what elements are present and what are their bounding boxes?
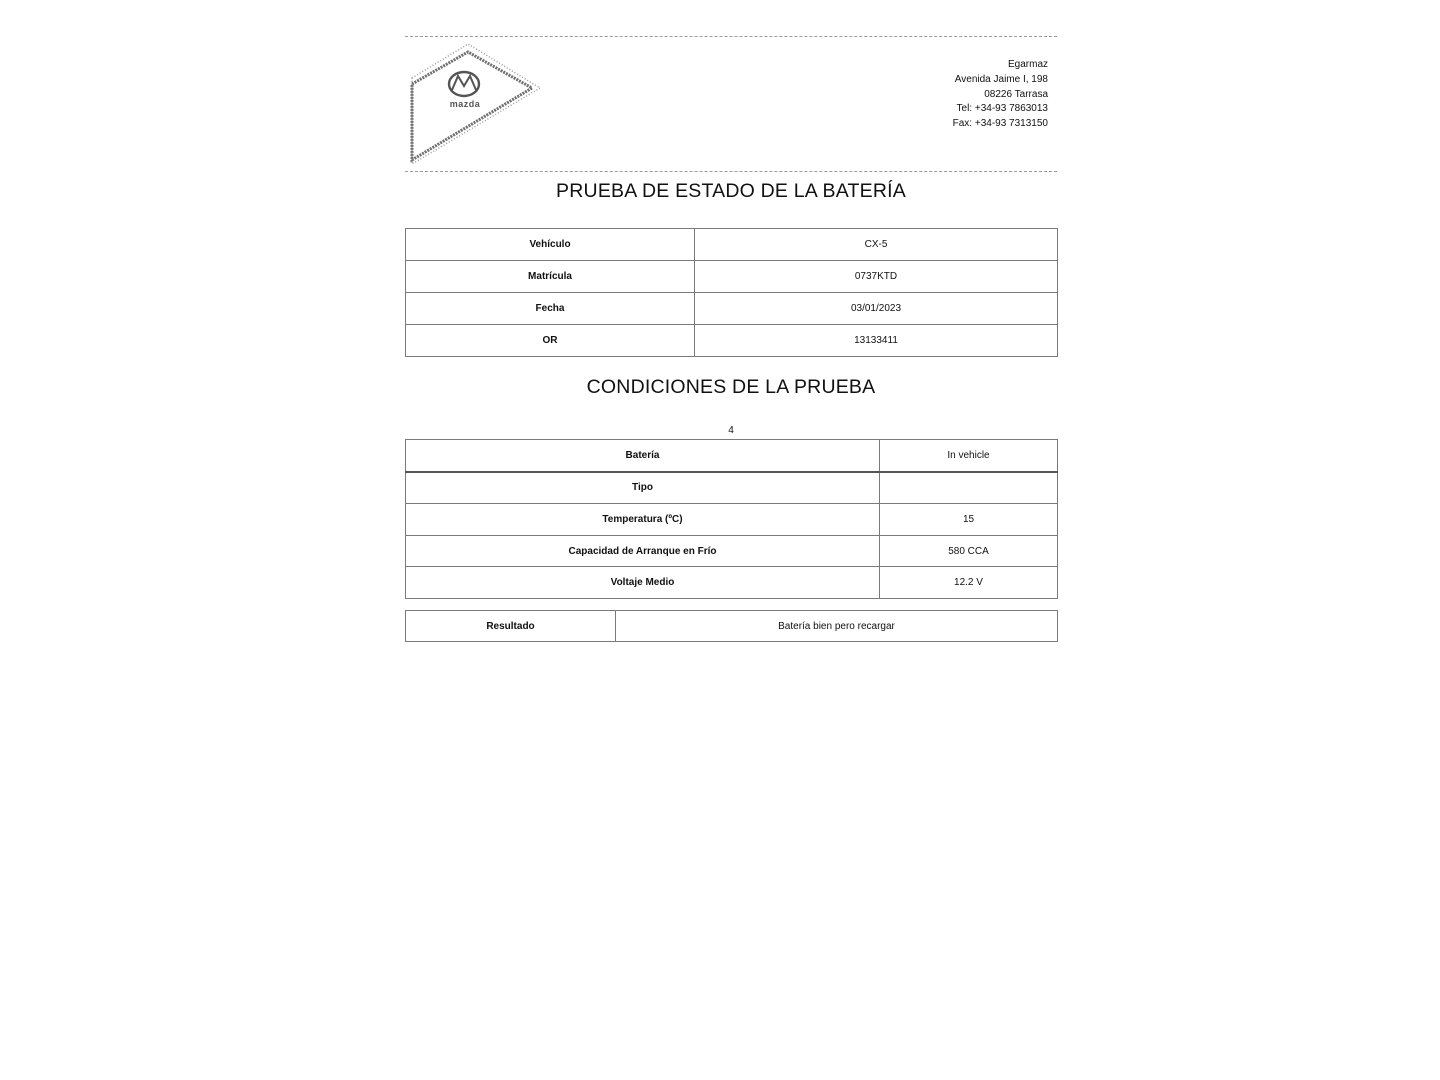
voltage-label: Voltaje Medio bbox=[406, 567, 880, 599]
temperature-value: 15 bbox=[880, 504, 1058, 536]
fax-number: Fax: +34-93 7313150 bbox=[952, 118, 1048, 130]
table-row bbox=[406, 535, 1058, 567]
table-row bbox=[406, 325, 1058, 357]
report-title: PRUEBA DE ESTADO DE LA BATERÍA bbox=[556, 180, 906, 202]
table-number: 4 bbox=[728, 425, 734, 436]
vehicle-value: CX-5 bbox=[695, 229, 1058, 261]
voltage-value: 12.2 V bbox=[880, 567, 1058, 599]
temperature-label: Temperatura (ºC) bbox=[406, 504, 880, 536]
plate-label: Matrícula bbox=[406, 261, 695, 293]
cca-label: Capacidad de Arranque en Frío bbox=[406, 535, 880, 567]
vehicle-info-table bbox=[405, 228, 1058, 357]
cca-value: 580 CCA bbox=[880, 535, 1058, 567]
address-city: 08226 Tarrasa bbox=[984, 88, 1048, 100]
result-value: Batería bien pero recargar bbox=[616, 611, 1058, 642]
table-row bbox=[406, 472, 1058, 504]
battery-label: Batería bbox=[406, 440, 880, 472]
header-divider bbox=[405, 171, 1057, 172]
date-label: Fecha bbox=[406, 293, 695, 325]
table-row bbox=[406, 261, 1058, 293]
mazda-wordmark: mazda bbox=[449, 99, 481, 109]
vehicle-label: Vehículo bbox=[406, 229, 695, 261]
or-label: OR bbox=[406, 325, 695, 357]
mazda-logo-icon bbox=[408, 36, 540, 164]
address-street: Avenida Jaime I, 198 bbox=[954, 73, 1048, 85]
date-value: 03/01/2023 bbox=[695, 293, 1058, 325]
conditions-title: CONDICIONES DE LA PRUEBA bbox=[586, 376, 876, 398]
result-table bbox=[405, 610, 1058, 642]
dealer-name: Egarmaz bbox=[1007, 59, 1048, 70]
or-value: 13133411 bbox=[695, 325, 1058, 357]
battery-value: In vehicle bbox=[880, 440, 1058, 472]
table-row bbox=[406, 229, 1058, 261]
table-row bbox=[406, 293, 1058, 325]
type-value bbox=[880, 472, 1058, 504]
table-row bbox=[406, 440, 1058, 472]
phone-number: Tel: +34-93 7863013 bbox=[956, 103, 1048, 115]
result-label: Resultado bbox=[406, 611, 616, 642]
table-row bbox=[406, 504, 1058, 536]
table-row bbox=[406, 611, 1058, 642]
conditions-table bbox=[405, 439, 1058, 599]
plate-value: 0737KTD bbox=[695, 261, 1058, 293]
table-row bbox=[406, 567, 1058, 599]
dealer-address bbox=[953, 58, 1048, 132]
type-label: Tipo bbox=[406, 472, 880, 504]
